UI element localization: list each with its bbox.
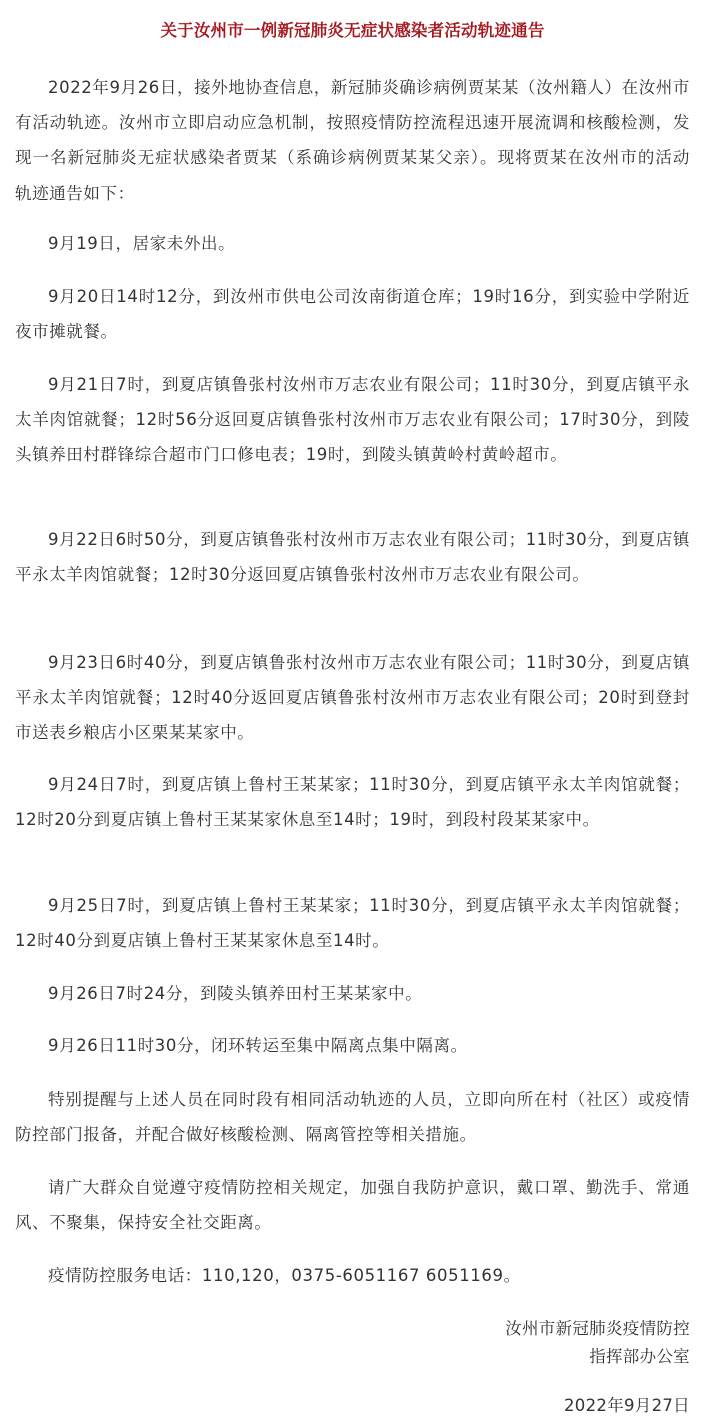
paragraph-sep25: 9月25日7时，到夏店镇上鲁村王某某家；11时30分，到夏店镇平永太羊肉馆就餐；12时40分到夏店镇上鲁村王某某家休息至14时。	[15, 896, 690, 951]
signature-org-line2: 指挥部办公室	[589, 1347, 690, 1366]
paragraph-public-advice: 请广大群众自觉遵守疫情防控相关规定，加强自我防护意识，戴口罩、勤洗手、常通风、不聚集，保持安全社交距离。	[15, 1178, 690, 1233]
paragraph-reminder: 特别提醒与上述人员在同时段有相同活动轨迹的人员，立即向所在村（社区）或疫情防控部门报备，并配合做好核酸检测、隔离管控等相关措施。	[15, 1090, 690, 1145]
paragraph-sep22: 9月22日6时50分，到夏店镇鲁张村汝州市万志农业有限公司；11时30分，到夏店镇平永太羊肉馆就餐；12时30分返回夏店镇鲁张村汝州市万志农业有限公司。	[15, 530, 690, 585]
paragraph-sep24: 9月24日7时，到夏店镇上鲁村王某某家；11时30分，到夏店镇平永太羊肉馆就餐；12时20分到夏店镇上鲁村王某某家休息至14时；19时，到段村段某某家中。	[15, 775, 690, 830]
paragraph-intro: 2022年9月26日，接外地协查信息，新冠肺炎确诊病例贾某某（汝州籍人）在汝州市有活动轨迹。汝州市立即启动应急机制，按照疫情防控流程迅速开展流调和核酸检测，发现一名新冠肺炎无症状感染者贾某（系确诊病例贾某某父亲）。现将贾某在汝州市的活动轨迹通告如下：	[15, 78, 690, 203]
paragraph-sep20: 9月20日14时12分，到汝州市供电公司汝南街道仓库；19时16分，到实验中学附近夜市摊就餐。	[15, 287, 690, 342]
paragraph-sep21: 9月21日7时，到夏店镇鲁张村汝州市万志农业有限公司；11时30分，到夏店镇平永太羊肉馆就餐；12时56分返回夏店镇鲁张村汝州市万志农业有限公司；17时30分，到陵头镇养田村群锋综合超市门口修电表；19时，到陵头镇黄岭村黄岭超市。	[15, 375, 690, 465]
paragraph-sep23: 9月23日6时40分，到夏店镇鲁张村汝州市万志农业有限公司；11时30分，到夏店镇平永太羊肉馆就餐；12时40分返回夏店镇鲁张村汝州市万志农业有限公司；20时到登封市送表乡粮店小区栗某某家中。	[15, 653, 690, 743]
signature-org-line1: 汝州市新冠肺炎疫情防控	[505, 1319, 690, 1338]
paragraph-sep19: 9月19日，居家未外出。	[48, 234, 236, 253]
notice-date: 2022年9月27日	[564, 1396, 690, 1415]
paragraph-sep26-isolation: 9月26日11时30分，闭环转运至集中隔离点集中隔离。	[48, 1036, 468, 1055]
paragraph-sep26-morning: 9月26日7时24分，到陵头镇养田村王某某家中。	[48, 984, 423, 1003]
paragraph-hotline: 疫情防控服务电话：110,120，0375-6051167 6051169。	[48, 1266, 521, 1285]
notice-title: 关于汝州市一例新冠肺炎无症状感染者活动轨迹通告	[160, 21, 545, 40]
